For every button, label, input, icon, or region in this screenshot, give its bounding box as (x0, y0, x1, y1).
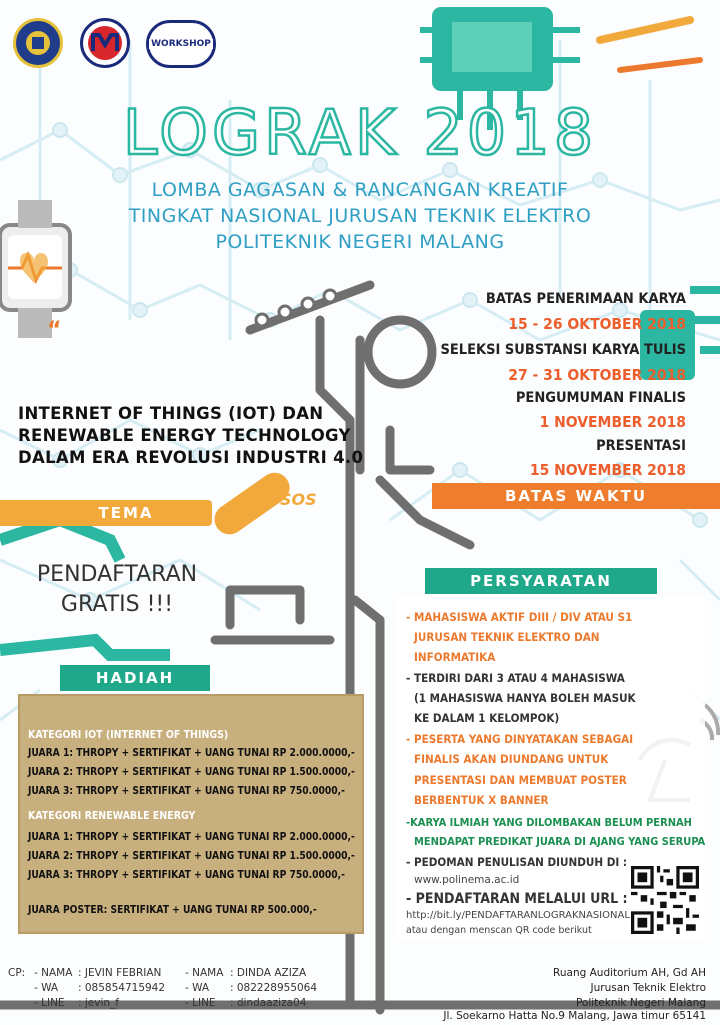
registration-line-2: GRATIS !!! (60, 592, 174, 617)
timeline-date-1: 15 - 26 OKTOBER 2018 (508, 315, 686, 333)
tema-ribbon (0, 500, 212, 526)
registration-free-text (22, 560, 212, 620)
register-url[interactable]: http://bit.ly/PENDAFTARANLOGRAKNASIONAL (406, 910, 630, 921)
workshop-logo-text: WORKSHOP (151, 39, 211, 49)
prize-line: JUARA 1: THROPY + SERTIFIKAT + UANG TUNAI RP 2.000.0000,- (28, 832, 355, 843)
register-label: - PENDAFTARAN MELALUI URL : (406, 891, 628, 907)
registration-line-1: PENDAFTARAN (36, 562, 198, 587)
venue-line-2: Jurusan Teknik Elektro (590, 982, 706, 994)
requirement-line: BERBENTUK X BANNER (414, 793, 549, 807)
batas-waktu-ribbon (432, 483, 720, 509)
requirement-line: - TERDIRI DARI 3 ATAU 4 MAHASISWA (406, 671, 625, 685)
requirement-line: MENDAPAT PREDIKAT JUARA DI AJANG YANG SERUPA (414, 835, 706, 848)
requirement-line: (1 MAHASISWA HANYA BOLEH MASUK (414, 691, 636, 705)
requirement-line: -KARYA ILMIAH YANG DILOMBAKAN BELUM PERNAH (406, 816, 692, 829)
subtitle-line-2: TINGKAT NASIONAL JURUSAN TEKNIK ELEKTRO (128, 205, 592, 227)
contact-prefix: CP: (8, 967, 26, 979)
venue-line-4: Jl. Soekarno Hatta No.9 Malang, Jawa timur 65141 (443, 1010, 706, 1022)
prize-line: JUARA 2: THROPY + SERTIFIKAT + UANG TUNAI RP 1.500.0000,- (28, 767, 355, 778)
guide-url[interactable]: www.polinema.ac.id (414, 874, 520, 886)
contact-1-line: : jevin_f (78, 997, 119, 1009)
polinema-logo (13, 18, 63, 68)
contact-1-wa-label: - WA (34, 982, 59, 994)
prize-line: JUARA 3: THROPY + SERTIFIKAT + UANG TUNAI RP 750.0000,- (28, 870, 345, 881)
batas-waktu-ribbon-label: BATAS WAKTU (504, 487, 648, 505)
contact-2-line-label: - LINE (185, 997, 216, 1009)
requirement-line: INFORMATIKA (414, 650, 496, 664)
theme-line-3: DALAM ERA REVOLUSI INDUSTRI 4.0 (18, 448, 364, 467)
contact-2-line: : dindaaziza04 (230, 997, 307, 1009)
hadiah-ribbon (60, 665, 210, 691)
prize-line: JUARA 1: THROPY + SERTIFIKAT + UANG TUNAI RP 2.000.0000,- (28, 748, 355, 759)
hadiah-ribbon-label: HADIAH (95, 669, 175, 687)
sos-label: SOS (280, 490, 317, 509)
timeline-label-2: SELEKSI SUBSTANSI KARYA TULIS (440, 342, 686, 358)
qr-code[interactable] (631, 866, 699, 934)
qr-note: atau dengan menscan QR code berikut (406, 925, 592, 936)
timeline-label-4: PRESENTASI (596, 438, 686, 454)
hme-emblem-icon (85, 23, 125, 63)
timeline-label-1: BATAS PENERIMAAN KARYA (485, 291, 686, 307)
timeline-date-2: 27 - 31 OKTOBER 2018 (508, 366, 686, 384)
requirement-line: - PESERTA YANG DINYATAKAN SEBAGAI (406, 732, 634, 746)
prize-box (18, 694, 364, 934)
requirement-line: - MAHASISWA AKTIF DIII / DIV ATAU S1 (406, 610, 633, 624)
theme-line-2: RENEWABLE ENERGY TECHNOLOGY (18, 426, 351, 445)
prize-category-title-2: KATEGORI RENEWABLE ENERGY (28, 810, 196, 822)
page-title: LOGRAK 2018 (122, 96, 598, 169)
prize-category-title-1: KATEGORI IOT (INTERNET OF THINGS) (28, 729, 229, 741)
contact-2-wa-label: - WA (185, 982, 210, 994)
subtitle-line-1: LOMBA GAGASAN & RANCANGAN KREATIF (151, 179, 569, 201)
subtitle-line-3: POLITEKNIK NEGERI MALANG (215, 231, 505, 253)
venue-line-1: Ruang Auditorium AH, Gd AH (553, 967, 706, 979)
venue-line-3: Politeknik Negeri Malang (575, 997, 706, 1009)
timeline-date-3: 1 NOVEMBER 2018 (539, 413, 686, 431)
requirement-line: - PEDOMAN PENULISAN DIUNDUH DI : (406, 855, 628, 869)
hme-logo (80, 18, 130, 68)
quote-mark: “ (47, 318, 62, 343)
requirement-line: JURUSAN TEKNIK ELEKTRO DAN (414, 630, 600, 644)
contact-2-wa: : 082228955064 (230, 982, 318, 994)
prize-line: JUARA 3: THROPY + SERTIFIKAT + UANG TUNAI RP 750.0000,- (28, 786, 345, 797)
contact-2-name-label: - NAMA (185, 967, 224, 979)
contact-1-wa: : 085854715942 (78, 982, 166, 994)
prize-poster-line: JUARA POSTER: SERTIFIKAT + UANG TUNAI RP 500.000,- (28, 905, 317, 916)
contact-1-name: : JEVIN FEBRIAN (78, 967, 162, 979)
contact-1-name-label: - NAMA (34, 967, 73, 979)
contact-1-line-label: - LINE (34, 997, 65, 1009)
timeline-label-3: PENGUMUMAN FINALIS (515, 390, 686, 406)
prize-line: JUARA 2: THROPY + SERTIFIKAT + UANG TUNAI RP 1.500.0000,- (28, 851, 355, 862)
theme-line-1: INTERNET OF THINGS (IOT) DAN (18, 404, 324, 423)
requirement-line: FINALIS AKAN DIUNDANG UNTUK (414, 752, 609, 766)
tema-ribbon-label: TEMA (98, 504, 154, 522)
workshop-logo (146, 20, 216, 68)
timeline-date-4: 15 NOVEMBER 2018 (529, 461, 686, 479)
contact-2-name: : DINDA AZIZA (230, 967, 307, 979)
requirement-line: PRESENTASI DAN MEMBUAT POSTER (414, 773, 627, 787)
persyaratan-ribbon-label: PERSYARATAN (470, 572, 612, 590)
polinema-emblem-icon (23, 28, 53, 58)
persyaratan-ribbon (425, 568, 657, 594)
requirement-line: KE DALAM 1 KELOMPOK) (414, 711, 560, 725)
